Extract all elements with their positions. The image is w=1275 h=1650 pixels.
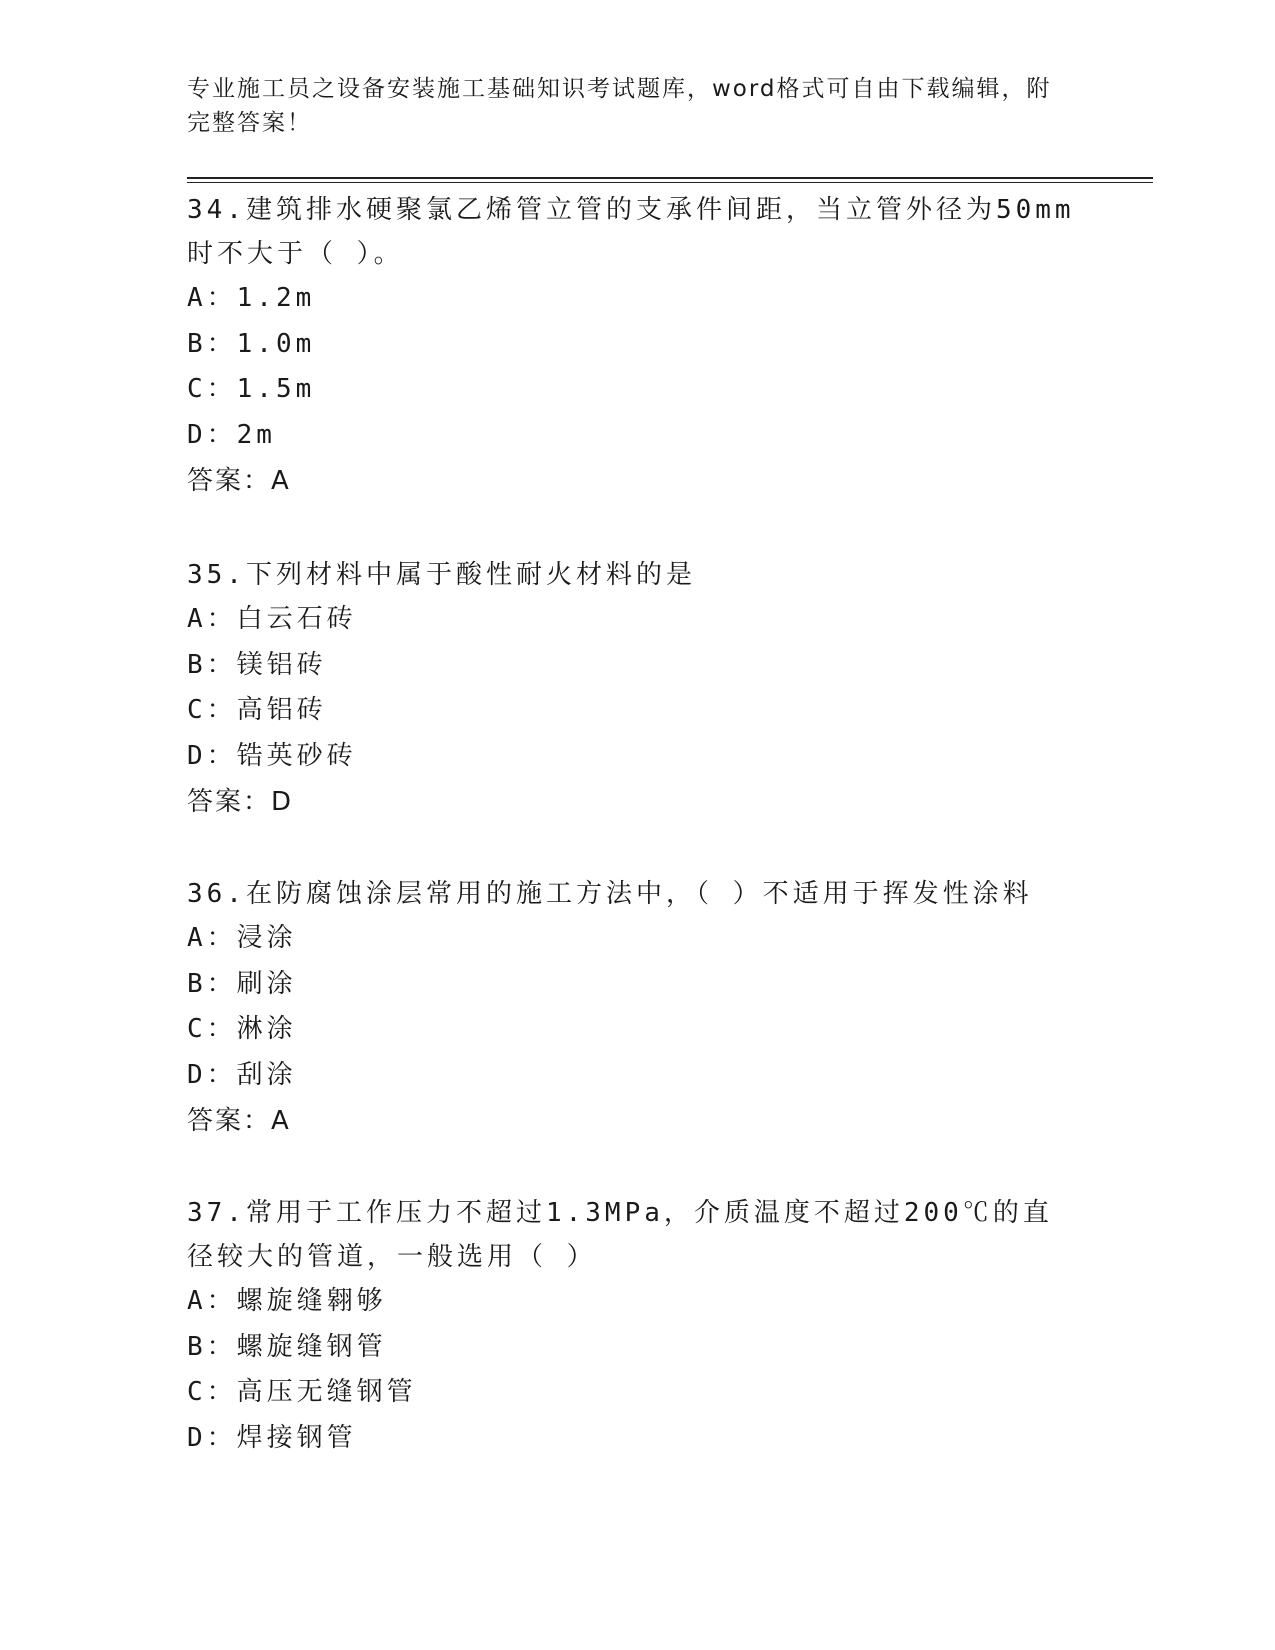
option-b: B：刷涂 xyxy=(187,968,297,999)
question-stem: 37.常用于工作压力不超过1.3MPa，介质温度不超过200℃的直径较大的管道，一般选用（ ） xyxy=(187,1198,1053,1272)
option-c: C：1.5m xyxy=(187,374,316,404)
option-d: D：焊接钢管 xyxy=(187,1422,357,1453)
question-stem: 34.建筑排水硬聚氯乙烯管立管的支承件间距，当立管外径为50mm时不大于（ ）。 xyxy=(187,195,1075,269)
answer-label: 答案：A xyxy=(187,466,291,496)
option-a: A：螺旋缝翱够 xyxy=(187,1286,387,1316)
option-c: C：高压无缝钢管 xyxy=(187,1377,417,1407)
question-34 xyxy=(187,188,1077,504)
answer-label: 答案：A xyxy=(187,1106,291,1136)
header-divider-thin xyxy=(187,182,1153,183)
option-c: C：淋涂 xyxy=(187,1014,297,1044)
option-a: A：浸涂 xyxy=(187,923,297,953)
question-stem: 35.下列材料中属于酸性耐火材料的是 xyxy=(187,560,696,590)
option-c: C：高铝砖 xyxy=(187,695,327,725)
option-a: A：白云石砖 xyxy=(187,604,357,634)
question-36 xyxy=(187,872,1077,1144)
document-header: 专业施工员之设备安装施工基础知识考试题库，word格式可自由下载编辑，附完整答案！ xyxy=(187,76,1052,136)
option-d: D：刮涂 xyxy=(187,1059,297,1090)
option-b: B：镁铝砖 xyxy=(187,649,327,680)
answer-label: 答案：D xyxy=(187,787,294,817)
option-d: D：锆英砂砖 xyxy=(187,740,357,771)
question-37 xyxy=(187,1191,1077,1461)
option-a: A：1.2m xyxy=(187,283,316,313)
option-d: D：2m xyxy=(187,419,276,450)
header-divider-thick xyxy=(187,177,1153,179)
question-stem: 36.在防腐蚀涂层常用的施工方法中，（ ）不适用于挥发性涂料 xyxy=(187,879,1033,909)
option-b: B：1.0m xyxy=(187,328,316,359)
option-b: B：螺旋缝钢管 xyxy=(187,1331,387,1362)
question-35 xyxy=(187,553,1077,825)
